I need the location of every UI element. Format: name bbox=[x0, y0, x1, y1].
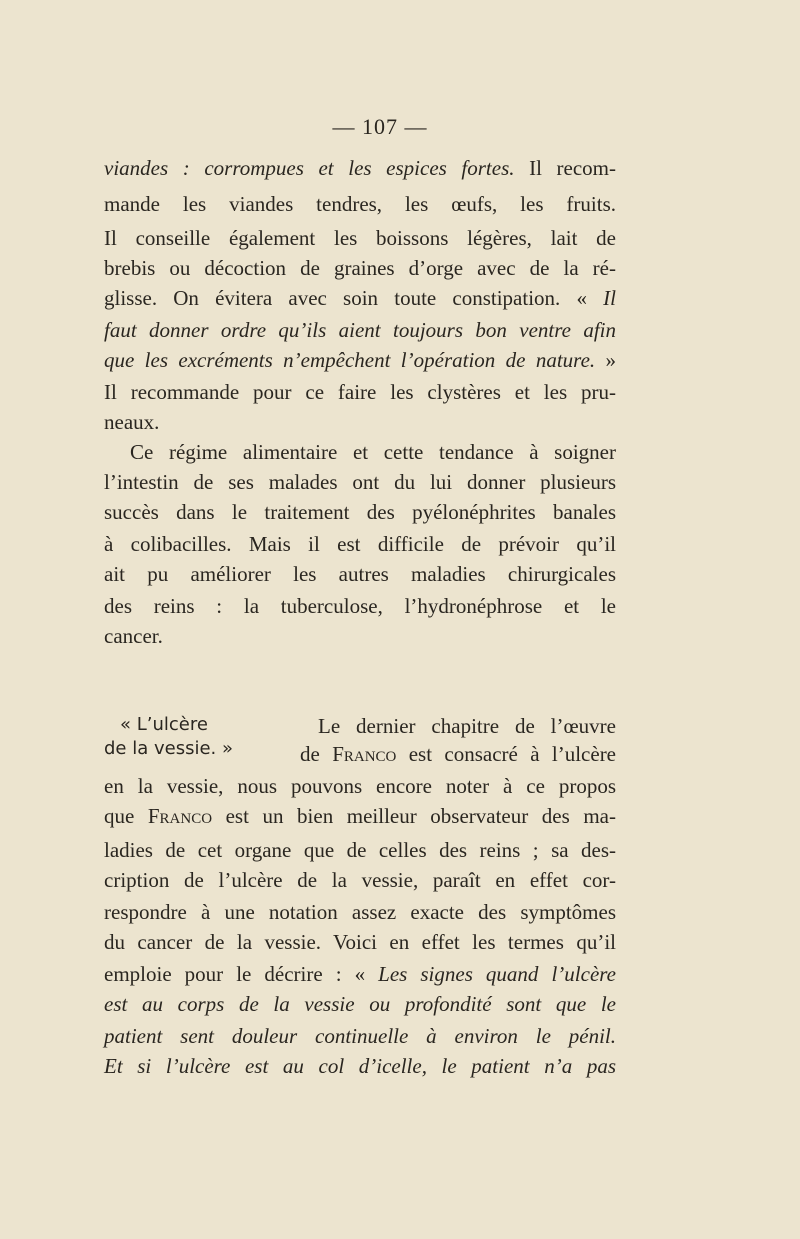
text-line: patient sent douleur continuelle à environ le pénil. bbox=[104, 1024, 616, 1048]
page-number: — 107 — bbox=[332, 114, 428, 139]
text-line: cancer. bbox=[104, 624, 163, 648]
text-line: ladies de cet organe que de celles des reins ; sa des- bbox=[104, 838, 616, 862]
text-line: neaux. bbox=[104, 410, 160, 434]
text-line: viandes : corrompues et les espices fortes. Il recom- bbox=[104, 156, 616, 180]
text-line: que les excréments n’empêchent l’opération de nature. » bbox=[104, 348, 616, 372]
text-line: du cancer de la vessie. Voici en effet les termes qu’il bbox=[104, 930, 616, 954]
text-line: cription de l’ulcère de la vessie, paraît en effet cor- bbox=[104, 868, 616, 892]
text-line: emploie pour le décrire : « Les signes quand l’ulcère bbox=[104, 962, 616, 986]
text-line: des reins : la tuberculose, l’hydronéphrose et le bbox=[104, 594, 616, 618]
text-line: brebis ou décoction de graines d’orge avec de la ré- bbox=[104, 256, 616, 280]
text-line: Il recommande pour ce faire les clystères et les pru- bbox=[104, 380, 616, 404]
text-line: faut donner ordre qu’ils aient toujours bon ventre afin bbox=[104, 318, 616, 342]
text-line: que Franco est un bien meilleur observateur des ma- bbox=[104, 804, 616, 828]
text-line: Et si l’ulcère est au col d’icelle, le patient n’a pas bbox=[104, 1054, 616, 1078]
author-name: Franco bbox=[332, 742, 397, 766]
text-line: à colibacilles. Mais il est difficile de prévoir qu’il bbox=[104, 532, 616, 556]
author-name: Franco bbox=[147, 804, 213, 828]
text-line: est au corps de la vessie ou profondité sont que le bbox=[104, 992, 616, 1016]
text-line: en la vessie, nous pouvons encore noter à ce propos bbox=[104, 774, 616, 798]
text-line: Ce régime alimentaire et cette tendance à soigner bbox=[130, 440, 616, 464]
text-line: ait pu améliorer les autres maladies chirurgicales bbox=[104, 562, 616, 586]
side-heading-line2: de la vessie. » bbox=[104, 738, 233, 759]
text-line: glisse. On évitera avec soin toute constipation. « Il bbox=[104, 286, 616, 310]
italic-text: viandes : corrompues et les espices fortes. bbox=[104, 156, 515, 180]
text-line: l’intestin de ses malades ont du lui donner plusieurs bbox=[104, 470, 616, 494]
text-line: Il conseille également les boissons légères, lait de bbox=[104, 226, 616, 250]
side-heading-line1: « L’ulcère bbox=[120, 714, 208, 735]
text-line: mande les viandes tendres, les œufs, les fruits. bbox=[104, 192, 616, 216]
text-line: respondre à une notation assez exacte des symptômes bbox=[104, 900, 616, 924]
text-line: succès dans le traitement des pyélonéphrites banales bbox=[104, 500, 616, 524]
text-line: de Franco est consacré à l’ulcère bbox=[300, 742, 617, 766]
text-line: Le dernier chapitre de l’œuvre bbox=[318, 714, 616, 738]
